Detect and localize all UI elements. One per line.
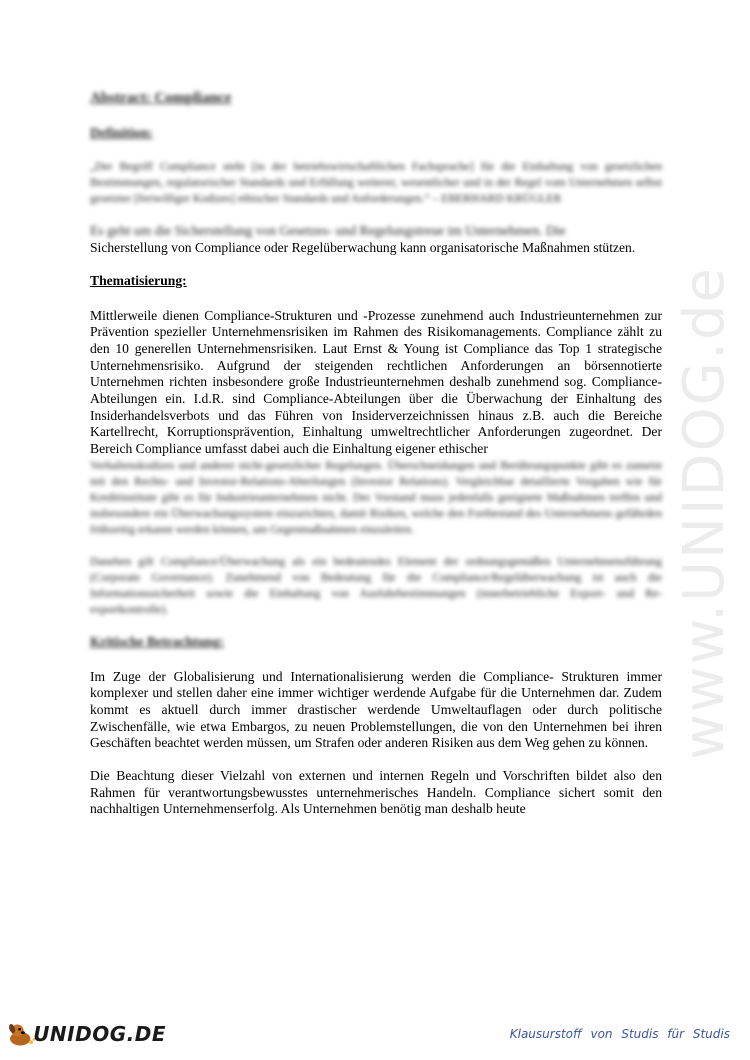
- thematisierung-paragraph-blurred: Verhaltenskodizes und anderer nicht-gesetzlicher Regelungen. Überschneidungen und Berührungspunkte gibt es zumeist mit den Rechts- und Investor-Relations-Abteilungen (Investor Relations). Vergleichbar detaillierte Vorgaben wie für Kreditinstitute gibt es für Industrieunternehmen nicht. Der Vorstand muss jedenfalls geeignete Maßnahmen treffen und insbesondere ein Überwachungssystem einzurichten, damit Risiken, welche den Fortbestand des Unternehmens gefährden frühzeitig erkannt werden können, um Gegenmaßnahmen einzuleiten.: [90, 458, 662, 536]
- logo-text: UNIDOG.DE: [33, 1022, 166, 1046]
- definition-quote: „Der Begriff Compliance steht [in der betriebswirtschaftlichen Fachsprache] für die Einhaltung von gesetzlichen Bestimmungen, regulatorischer Standards und Erfüllung weiterer, wesentlicher und in der Regel vom Unternehmen selbst gesetzter [freiwilliger Kodizes] ethischer Standards und Anforderungen.“ – EBERHARD KRÜGLER: [90, 160, 662, 206]
- document-title: Abstract: Compliance: [90, 90, 232, 106]
- definition-heading: Definition:: [90, 124, 153, 140]
- definition-paragraph-blurred: Es geht um die Sicherstellung von Gesetzes- und Regelungstreue im Unternehmen. Die: [90, 223, 566, 239]
- unidog-logo: [6, 1014, 166, 1054]
- footer-tagline: Klausurstoff von Studis für Studis: [509, 1027, 730, 1041]
- kritik-paragraph-1: Im Zuge der Globalisierung und Internationalisierung werden die Compliance- Strukturen immer komplexer und stellen daher eine immer wichtiger werdende Aufgabe für die Unternehmen dar. Zudem kommt es aktuell durch immer drastischer werdende Umweltauflagen oder durch politische Zwischenfälle, wie etwa Embargos, zu neuen Problemstellungen, die von den Unternehmen bei ihren Geschäften beachtet werden müssen, um Strafen oder anderen Risiken aus dem Weg gehen zu können.: [90, 668, 662, 751]
- kritik-heading: Kritische Betrachtung:: [90, 633, 225, 649]
- watermark: www.UNIDOG.de: [672, 266, 737, 760]
- document-content: [90, 90, 662, 818]
- thematisierung-heading: Thematisierung:: [90, 272, 187, 288]
- governance-paragraph-blurred: Daneben gilt Compliance/Überwachung als ein bedeutendes Element der ordnungsgemäßen Unternehmensführung (Corporate Governance). Zunehmend von Bedeutung für die Compliance/Regelüberwachung ist auch die Informationssicherheit sowie die Einhaltung von Ausfuhrbestimmungen (innerbetriebliche Export- und Re-exportkontrolle).: [90, 554, 662, 616]
- definition-paragraph: Sicherstellung von Compliance oder Regelüberwachung kann organisatorische Maßnahmen stützen.: [90, 240, 636, 256]
- thematisierung-paragraph: Mittlerweile dienen Compliance-Strukturen und -Prozesse zunehmend auch Industrieunternehmen zur Prävention spezieller Unternehmensrisiken im Rahmen des Risikomanagements. Compliance zählt zu den 10 generellen Unternehmensrisiken. Laut Ernst & Young ist Compliance das Top 1 strategische Unternehmensrisiko. Aufgrund der steigenden rechtlichen Anforderungen an börsennotierte Unternehmen richten insbesondere große Industrieunternehmen deshalb zunehmend sog. Compliance-Abteilungen ein. I.d.R. sind Compliance-Abteilungen über die Überwachung der Einhaltung des Insiderhandelsverbots und das Führen von Insiderverzeichnissen hinaus z.B. auch die Bereiche Kartellrecht, Korruptionsprävention, Einhaltung umweltrechtlicher Anforderungen zugeordnet. Der Bereich Compliance umfasst dabei auch die Einhaltung eigener ethischer: [90, 307, 662, 457]
- kritik-paragraph-2: Die Beachtung dieser Vielzahl von externen und internen Regeln und Vorschriften bildet also den Rahmen für verantwortungsbewusstes unternehmerisches Handeln. Compliance sichert somit den nachhaltigen Unternehmenserfolg. Als Unternehmen benötig man deshalb heute: [90, 768, 662, 817]
